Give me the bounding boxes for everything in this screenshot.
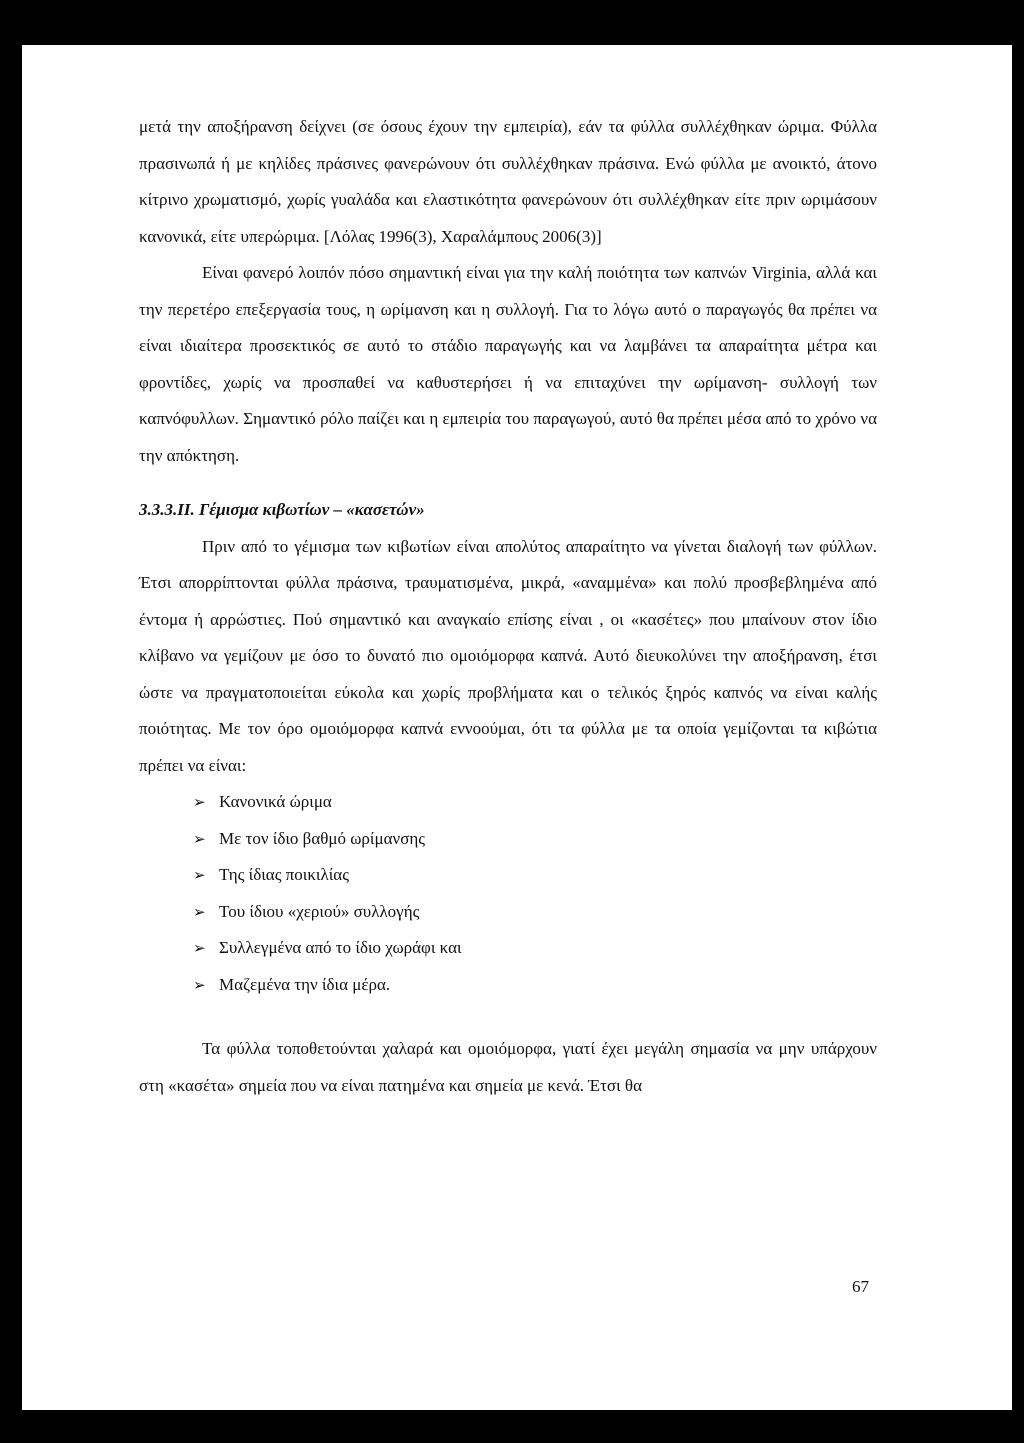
- list-item: [193, 857, 877, 894]
- paragraph-spacer: [139, 1003, 877, 1031]
- arrow-bullet-icon: ➢: [193, 939, 206, 957]
- list-item: [193, 821, 877, 858]
- list-item-text: Κανονικά ώριμα: [219, 792, 332, 811]
- paragraph-importance-of-harvest: Είναι φανερό λοιπόν πόσο σημαντική είναι για την καλή ποιότητα των καπνών Virginia, αλλά και την περετέρο επεξεργασία τους, η ωρίμανση και η συλλογή. Για το λόγω αυτό ο παραγωγός θα πρέπει να είναι ιδιαίτερα προσεκτικός σε αυτό το στάδιο παραγωγής και να λαμβάνει τα απαραίτητα μέτρα και φροντίδες, χωρίς να προσπαθεί να καθυστερήσει ή να επιταχύνει την ωρίμανση- συλλογή των καπνόφυλλων. Σημαντικό ρόλο παίζει και η εμπειρία του παραγωγού, αυτό θα πρέπει μέσα από το χρόνο να την απόκτηση.: [139, 263, 877, 465]
- list-item-text: Με τον ίδιο βαθμό ωρίμανσης: [219, 828, 425, 848]
- list-item-text: Συλλεγμένα από το ίδιο χωράφι και: [219, 938, 462, 957]
- section-subtitle: – «κασετών»: [333, 500, 425, 519]
- arrow-bullet-icon: ➢: [193, 829, 206, 848]
- section-title: Γέμισμα κιβωτίων: [198, 500, 330, 519]
- paragraph-sorting-leaves: Πριν από το γέμισμα των κιβωτίων είναι απολύτος απαραίτητο να γίνεται διαλογή των φύλλων. Έτσι απορρίπτονται φύλλα πράσινα, τραυματισμένα, μικρά, «αναμμένα» και πολύ προσβεβλημένα από έντομα ή αρρώστιες. Πού σημαντικό και αναγκαίο επίσης είναι , οι «κασέτες» που μπαίνουν στον ίδιο κλίβανο να γεμίζουν με όσο το δυνατό πιο ομοιόμορφα καπνά. Αυτό διευκολύνει την αποξήρανση, έτσι ώστε να πραγματοποιείται εύκολα και χωρίς προβλήματα και ο τελικός ξηρός καπνός να είναι καλής ποιότητας. Με τον όρο ομοιόμορφα καπνά εννοούμαι, ότι τα φύλλα με τα οποία γεμίζονται τα κιβώτια πρέπει να είναι:: [139, 536, 877, 775]
- paragraph-leaf-maturity: μετά την αποξήρανση δείχνει (σε όσους έχουν την εμπειρία), εάν τα φύλλα συλλέχθηκαν ώριμα. Φύλλα πρασινωπά ή με κηλίδες πράσινες φανερώνουν ότι συλλέχθηκαν πράσινα. Ενώ φύλλα με ανοικτό, άτονο κίτρινο χρωματισμό, χωρίς γυαλάδα και ελαστικότητα φανερώνουν ότι συλλέχθηκαν είτε πριν ωριμάσουν κανονικά, είτε υπερώριμα. [Λόλας 1996(3), Χαραλάμπους 2006(3)]: [139, 117, 877, 246]
- paragraph-placement-of-leaves: Τα φύλλα τοποθετούνται χαλαρά και ομοιόμορφα, γιατί έχει μεγάλη σημασία να μην υπάρχουν στη «κασέτα» σημεία που να είναι πατημένα και σημεία με κενά. Έτσι θα: [139, 1039, 877, 1095]
- list-item-text: Μαζεμένα την ίδια μέρα.: [219, 974, 391, 994]
- arrow-bullet-icon: ➢: [193, 902, 206, 921]
- list-item: [193, 894, 877, 931]
- section-heading: [139, 492, 877, 529]
- page-number: 67: [852, 1277, 869, 1296]
- list-item: [193, 967, 877, 1004]
- list-item: [193, 930, 877, 967]
- list-item-text: Του ίδιου «χεριού» συλλογής: [219, 901, 420, 921]
- list-item-text: Της ίδιας ποικιλίας: [219, 865, 349, 884]
- arrow-bullet-icon: ➢: [193, 975, 206, 994]
- requirements-list: [139, 784, 877, 1003]
- list-item: [193, 784, 877, 821]
- document-body: [139, 109, 877, 1104]
- arrow-bullet-icon: ➢: [193, 793, 206, 811]
- arrow-bullet-icon: ➢: [193, 866, 206, 884]
- section-number: 3.3.3.ΙΙ.: [139, 500, 195, 519]
